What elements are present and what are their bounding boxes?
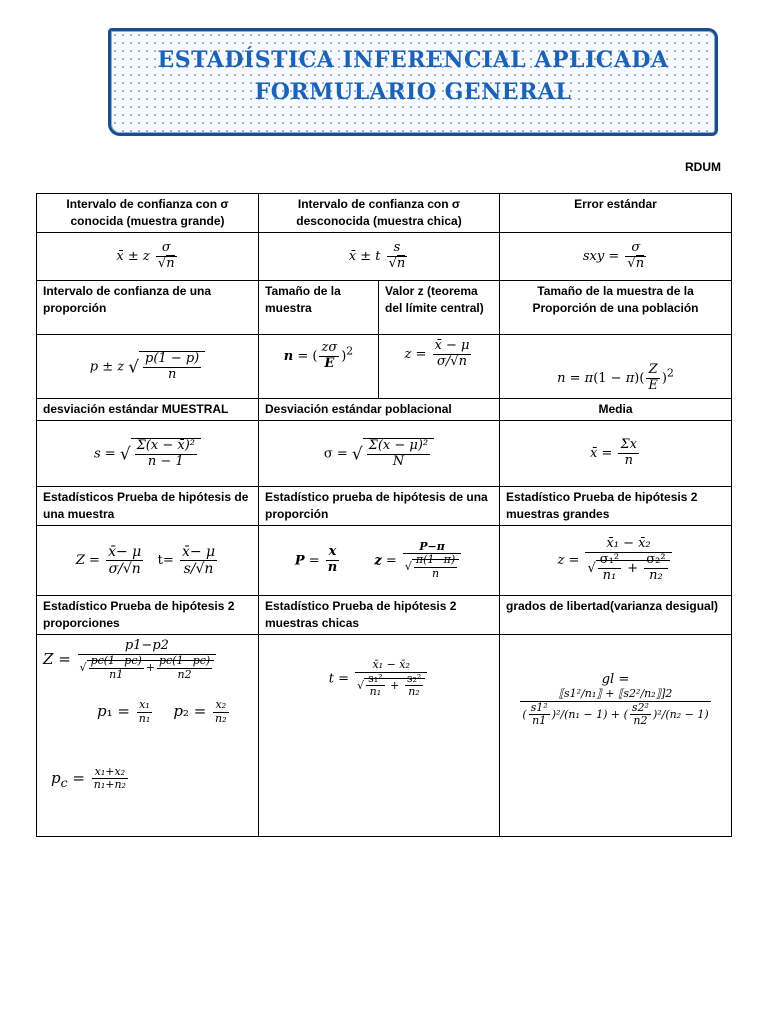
header-degrees-of-freedom: grados de libertad(varianza desigual) — [500, 596, 732, 635]
formula-sample-std-dev: s = √ $\frac{\text{Σ(x − x̄)²}}{n - 1}$ — [37, 421, 259, 487]
formula-sample-size: n = ( $\frac{z\sigma}{E}$ )$^2$ — [259, 335, 379, 399]
formula-mean: x̄ = $\frac{\Sigma x}{n}$ — [500, 421, 732, 487]
header-ci-unknown-sigma: Intervalo de confianza con σ desconocida (muestra chica) — [259, 194, 500, 233]
formula-sample-size-proportion: n = π(1 − π)( $\frac{Z}{E}$ )$^2$ — [500, 335, 732, 399]
author-initials: RDUM — [685, 160, 721, 174]
header-two-proportions-test: Estadístico Prueba de hipótesis 2 proporciones — [37, 596, 259, 635]
formula-table — [36, 193, 732, 837]
header-mean: Media — [500, 399, 732, 421]
formula-z-value: z = $\frac{x̄ - \mu}{\sigma/√n}$ — [379, 335, 500, 399]
title-banner — [108, 28, 718, 136]
header-z-value: Valor z (teorema del límite central) — [379, 281, 500, 335]
header-population-std-dev: Desviación estándar poblacional — [259, 399, 500, 421]
formula-one-proportion-test: P = $\frac{x}{n}$ z = P−π √ $\frac{\pi(1-\pi)}{n}$ — [259, 526, 500, 596]
header-sample-std-dev: desviación estándar MUESTRAL — [37, 399, 259, 421]
header-ci-proportion: Intervalo de confianza de una proporción — [37, 281, 259, 335]
formula-standard-error: sxy = $\frac{\sigma}{√n}$ — [500, 233, 732, 281]
header-one-sample-test: Estadísticos Prueba de hipótesis de una muestra — [37, 487, 259, 526]
title-line-2: FORMULARIO GENERAL — [254, 79, 572, 105]
formula-one-sample-test: Z = $\frac{x̄- \mu}{\sigma/√n}$ t= $\frac{x̄- \mu}{s/√n}$ — [37, 526, 259, 596]
formula-ci-known-sigma: x̄ ± z $\frac{\sigma}{√n}$ — [37, 233, 259, 281]
header-sample-size: Tamaño de la muestra — [259, 281, 379, 335]
formula-two-large-samples-test: z = x̄₁ − x̄₂ √ $\frac{\text{σ₁²}}{\text{n₁}}$ + $\frac{\text{σ₂²}}{\text{n₂}}$ — [500, 526, 732, 596]
header-two-large-samples-test: Estadístico Prueba de hipótesis 2 muestras grandes — [500, 487, 732, 526]
formula-ci-unknown-sigma: x̄ ± t $\frac{s}{√n}$ — [259, 233, 500, 281]
formula-two-small-samples-test: t = x̄₁ − x̄₂ √ $\frac{\text{s₁²}}{\text{n₁}}$ + $\frac{\text{s₂²}}{\text{n₂}}$ — [259, 635, 500, 837]
formula-degrees-of-freedom: gl = ⟦s1²/n₁⟧ + ⟦s2²/n₂⟧]2 ( $\frac{\text{s1²}}{n1}$ )²/(n₁ − 1) + ( $\frac{\text{s2²}}{n2}$ )²/(n₂ − 1) — [500, 635, 732, 837]
title-line-1: ESTADÍSTICA INFERENCIAL APLICADA — [157, 47, 669, 73]
header-two-small-samples-test: Estadístico Prueba de hipótesis 2 muestras chicas — [259, 596, 500, 635]
header-sample-size-proportion: Tamaño de la muestra de la Proporción de una población — [500, 281, 732, 335]
header-standard-error: Error estándar — [500, 194, 732, 233]
formula-population-std-dev: σ = √ $\frac{\text{Σ(x − μ)²}}{N}$ — [259, 421, 500, 487]
header-ci-known-sigma: Intervalo de confianza con σ conocida (muestra grande) — [37, 194, 259, 233]
formula-ci-proportion: p ± z √ $\frac{p(1 - p)}{n}$ — [37, 335, 259, 399]
formula-two-proportions-test: Z = p1−p2 √ $\frac{pc(1-pc)}{n1}$ + $\frac{pc(1-pc)}{n2}$ p₁ = $\frac{\text{x₁}}{\text{n₁}}$ p₂ = $\frac{\text{x₂}}{\text{n₂}}$ $p_c$ = $\frac{\text{x₁+x₂}}{\text{n₁+n₂}}$ — [37, 635, 259, 837]
header-one-proportion-test: Estadístico prueba de hipótesis de una proporción — [259, 487, 500, 526]
